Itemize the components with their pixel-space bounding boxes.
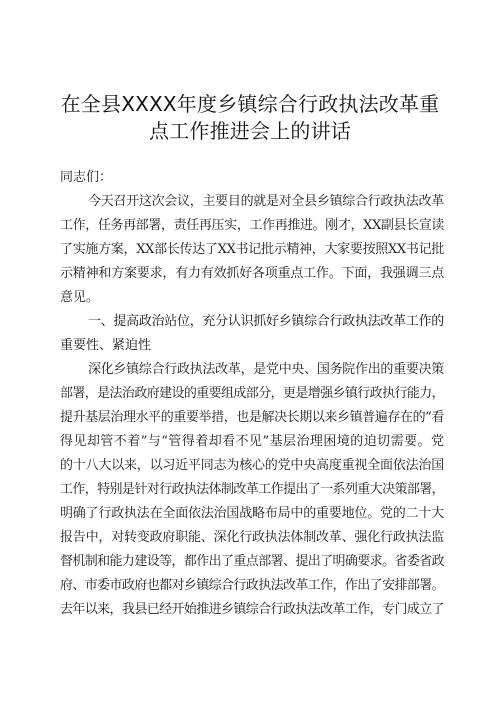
paragraph-1-line-3: 了实施方案，XX部长传达了XX书记批示精神，大家要按照XX书记批 <box>60 242 444 257</box>
paragraph-2-line-3: 提升基层治理水平的重要举措，也是解决长期以来乡镇普遍存在的“看 <box>60 410 444 425</box>
paragraph-1-line-2: 工作，任务再部署，责任再压实，工作再推进。刚才，XX副县长宣读 <box>60 218 444 233</box>
paragraph-1-line-5: 意见。 <box>60 290 100 305</box>
paragraph-2-line-7: 明确了行政执法在全面依法治国战略布局中的重要地位。党的二十大 <box>60 506 444 521</box>
section-heading-1-line-2: 重要性、紧迫性 <box>60 338 152 353</box>
paragraph-2-line-11: 去年以来，我县已经开始推进乡镇综合行政执法改革工作，专门成立了 <box>60 602 444 617</box>
document-title-line-2: 点工作推进会上的讲话 <box>149 119 351 143</box>
paragraph-2-line-10: 府、市委市政府也都对乡镇综合行政执法改革工作，作出了安排部署。 <box>60 578 444 593</box>
paragraph-1-line-4: 示精神和方案要求，有力有效抓好各项重点工作。下面，我强调三点 <box>60 266 444 281</box>
paragraph-2-line-5: 的十八大以来，以习近平同志为核心的党中央高度重视全面依法治国 <box>60 458 444 473</box>
paragraph-2-line-6: 工作，特别是针对行政执法体制改革工作提出了一系列重大决策部署， <box>60 482 444 497</box>
salutation: 同志们： <box>60 170 113 185</box>
document-title-line-1: 在全县XXXX年度乡镇综合行政执法改革重 <box>60 92 440 116</box>
paragraph-2-line-2: 部署，是法治政府建设的重要组成部分，更是增强乡镇行政执行能力， <box>60 386 444 401</box>
paragraph-2-line-9: 督机制和能力建设等，都作出了重点部署、提出了明确要求。省委省政 <box>60 554 444 569</box>
paragraph-2-line-4: 得见却管不着”与“管得着却看不见”基层治理困境的迫切需要。党 <box>60 434 444 449</box>
paragraph-1-line-1: 今天召开这次会议，主要目的就是对全县乡镇综合行政执法改革 <box>88 194 444 209</box>
paragraph-2-line-1: 深化乡镇综合行政执法改革，是党中央、国务院作出的重要决策 <box>88 362 444 377</box>
paragraph-2-line-8: 报告中，对转变政府职能、深化行政执法体制改革、强化行政执法监 <box>60 530 444 545</box>
section-heading-1-line-1: 一、提高政治站位，充分认识抓好乡镇综合行政执法改革工作的 <box>88 314 444 329</box>
